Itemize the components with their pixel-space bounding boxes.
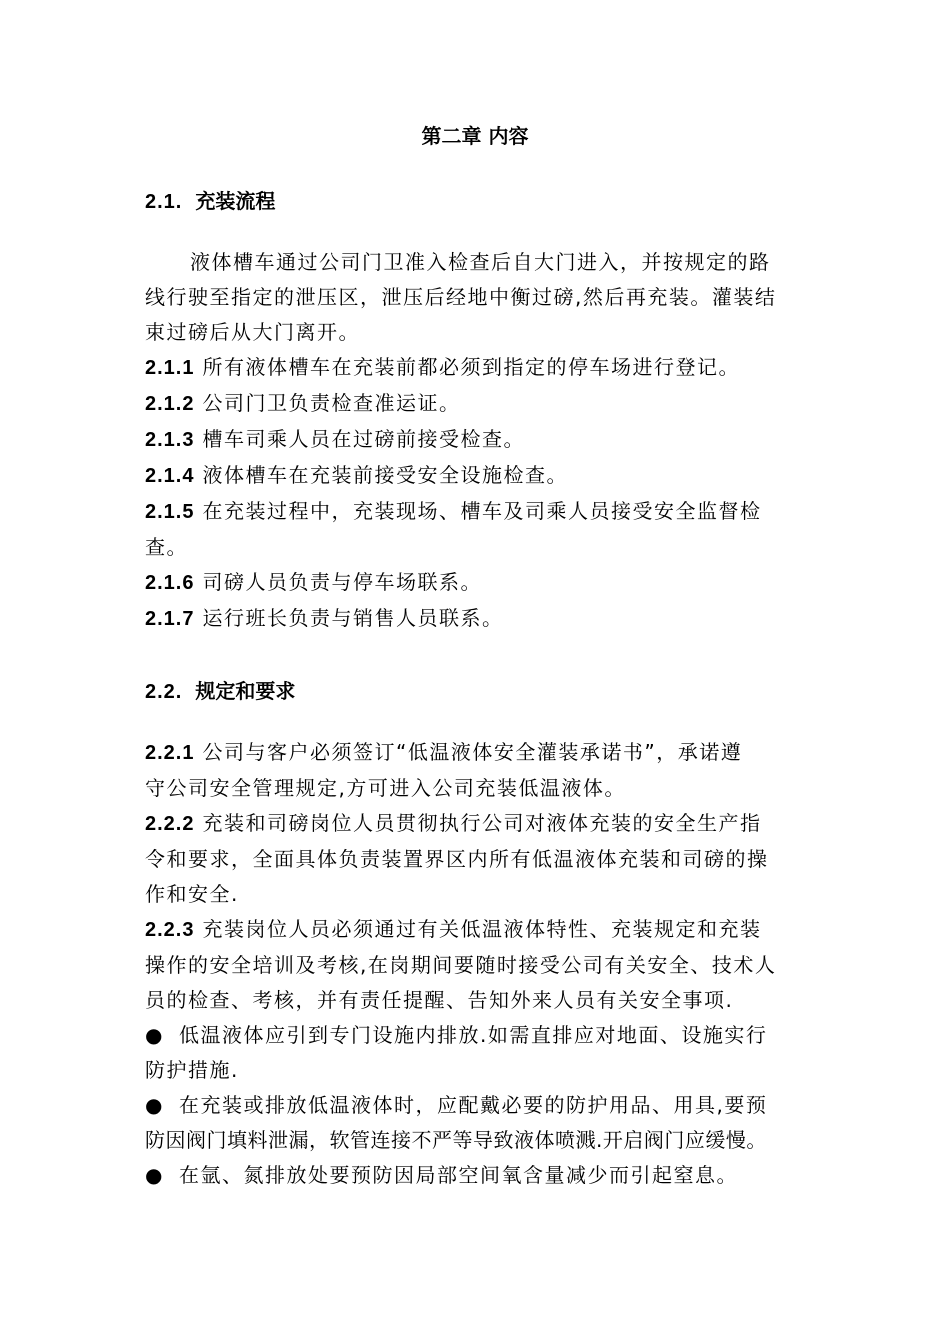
list-item-2-1-7 xyxy=(145,601,817,637)
item-number: 2.1.6 xyxy=(145,572,195,594)
bullet-dot-icon: ● xyxy=(145,1023,164,1047)
bullet-continuation: 防因阀门填料泄漏，软管连接不严等导致液体喷溅.开启阀门应缓慢。 xyxy=(145,1128,767,1152)
item-continuation: 令和要求，全面具体负责装置界区内所有低温液体充装和司磅的操 xyxy=(145,847,769,871)
item-continuation: 员的检查、考核，并有责任提醒、告知外来人员有关安全事项. xyxy=(145,988,734,1012)
section-number: 2.2. xyxy=(145,681,183,703)
section-2-1-body xyxy=(145,245,817,637)
intro-line: 线行驶至指定的泄压区，泄压后经地中衡过磅,然后再充装。灌装结 xyxy=(145,285,777,309)
item-text: 充装和司磅岗位人员贯彻执行公司对液体充装的安全生产指 xyxy=(202,811,762,835)
bullet-text: 在氩、氮排放处要预防因局部空间氧含量减少而引起窒息。 xyxy=(179,1163,738,1187)
item-continuation: 作和安全. xyxy=(145,882,239,906)
item-text: 运行班长负责与销售人员联系。 xyxy=(202,606,504,630)
bullet-continuation: 防护措施. xyxy=(145,1058,239,1082)
section-title: 规定和要求 xyxy=(195,679,296,703)
item-number: 2.2.3 xyxy=(145,919,195,941)
item-text: 充装岗位人员必须通过有关低温液体特性、充装规定和充装 xyxy=(202,917,762,941)
section-title: 充装流程 xyxy=(195,189,276,213)
item-text: 公司门卫负责检查准运证。 xyxy=(202,391,461,415)
bullet-item xyxy=(145,1018,817,1053)
list-item-2-1-5 xyxy=(145,494,817,530)
list-item-2-1-4 xyxy=(145,458,817,494)
list-item-2-1-2 xyxy=(145,386,817,422)
item-number: 2.2.2 xyxy=(145,813,195,835)
list-item-2-2-2 xyxy=(145,806,817,842)
bullet-text: 低温液体应引到专门设施内排放.如需直排应对地面、设施实行 xyxy=(179,1023,768,1047)
item-text: 司磅人员负责与停车场联系。 xyxy=(202,570,482,594)
item-text: 在充装过程中，充装现场、槽车及司乘人员接受安全监督检 xyxy=(202,499,762,523)
bullet-item xyxy=(145,1158,817,1193)
item-number: 2.1.1 xyxy=(145,357,195,379)
item-number: 2.1.5 xyxy=(145,501,195,523)
item-continuation: 操作的安全培训及考核,在岗期间要随时接受公司有关安全、技术人 xyxy=(145,953,777,977)
item-text: 所有液体槽车在充装前都必须到指定的停车场进行登记。 xyxy=(202,355,740,379)
section-2-2-body xyxy=(145,735,817,1193)
item-text: 液体槽车在充装前接受安全设施检查。 xyxy=(202,463,568,487)
list-item-2-1-1 xyxy=(145,350,817,386)
list-item-2-2-1 xyxy=(145,735,817,771)
item-text: 公司与客户必须签订“低温液体安全灌装承诺书”，承诺遵 xyxy=(202,740,743,764)
item-number: 2.1.4 xyxy=(145,465,195,487)
section-heading-2-1 xyxy=(145,185,275,218)
item-continuation: 守公司安全管理规定,方可进入公司充装低温液体。 xyxy=(145,776,626,800)
bullet-dot-icon: ● xyxy=(145,1093,164,1117)
bullet-item xyxy=(145,1088,817,1123)
item-number: 2.1.3 xyxy=(145,429,195,451)
item-number: 2.1.2 xyxy=(145,393,195,415)
bullet-dot-icon: ● xyxy=(145,1163,164,1187)
item-continuation: 查。 xyxy=(145,535,188,559)
intro-line: 液体槽车通过公司门卫准入检查后自大门进入，并按规定的路 xyxy=(190,250,771,274)
list-item-2-2-3 xyxy=(145,912,817,948)
section-heading-2-2 xyxy=(145,675,295,708)
bullet-text: 在充装或排放低温液体时，应配戴必要的防护用品、用具,要预 xyxy=(179,1093,768,1117)
intro-line: 束过磅后从大门离开。 xyxy=(145,320,360,344)
item-number: 2.1.7 xyxy=(145,608,195,630)
section-number: 2.1. xyxy=(145,191,183,213)
chapter-title: 第二章 内容 xyxy=(421,124,529,148)
item-number: 2.2.1 xyxy=(145,742,195,764)
list-item-2-1-6 xyxy=(145,565,817,601)
item-text: 槽车司乘人员在过磅前接受检查。 xyxy=(202,427,525,451)
list-item-2-1-3 xyxy=(145,422,817,458)
